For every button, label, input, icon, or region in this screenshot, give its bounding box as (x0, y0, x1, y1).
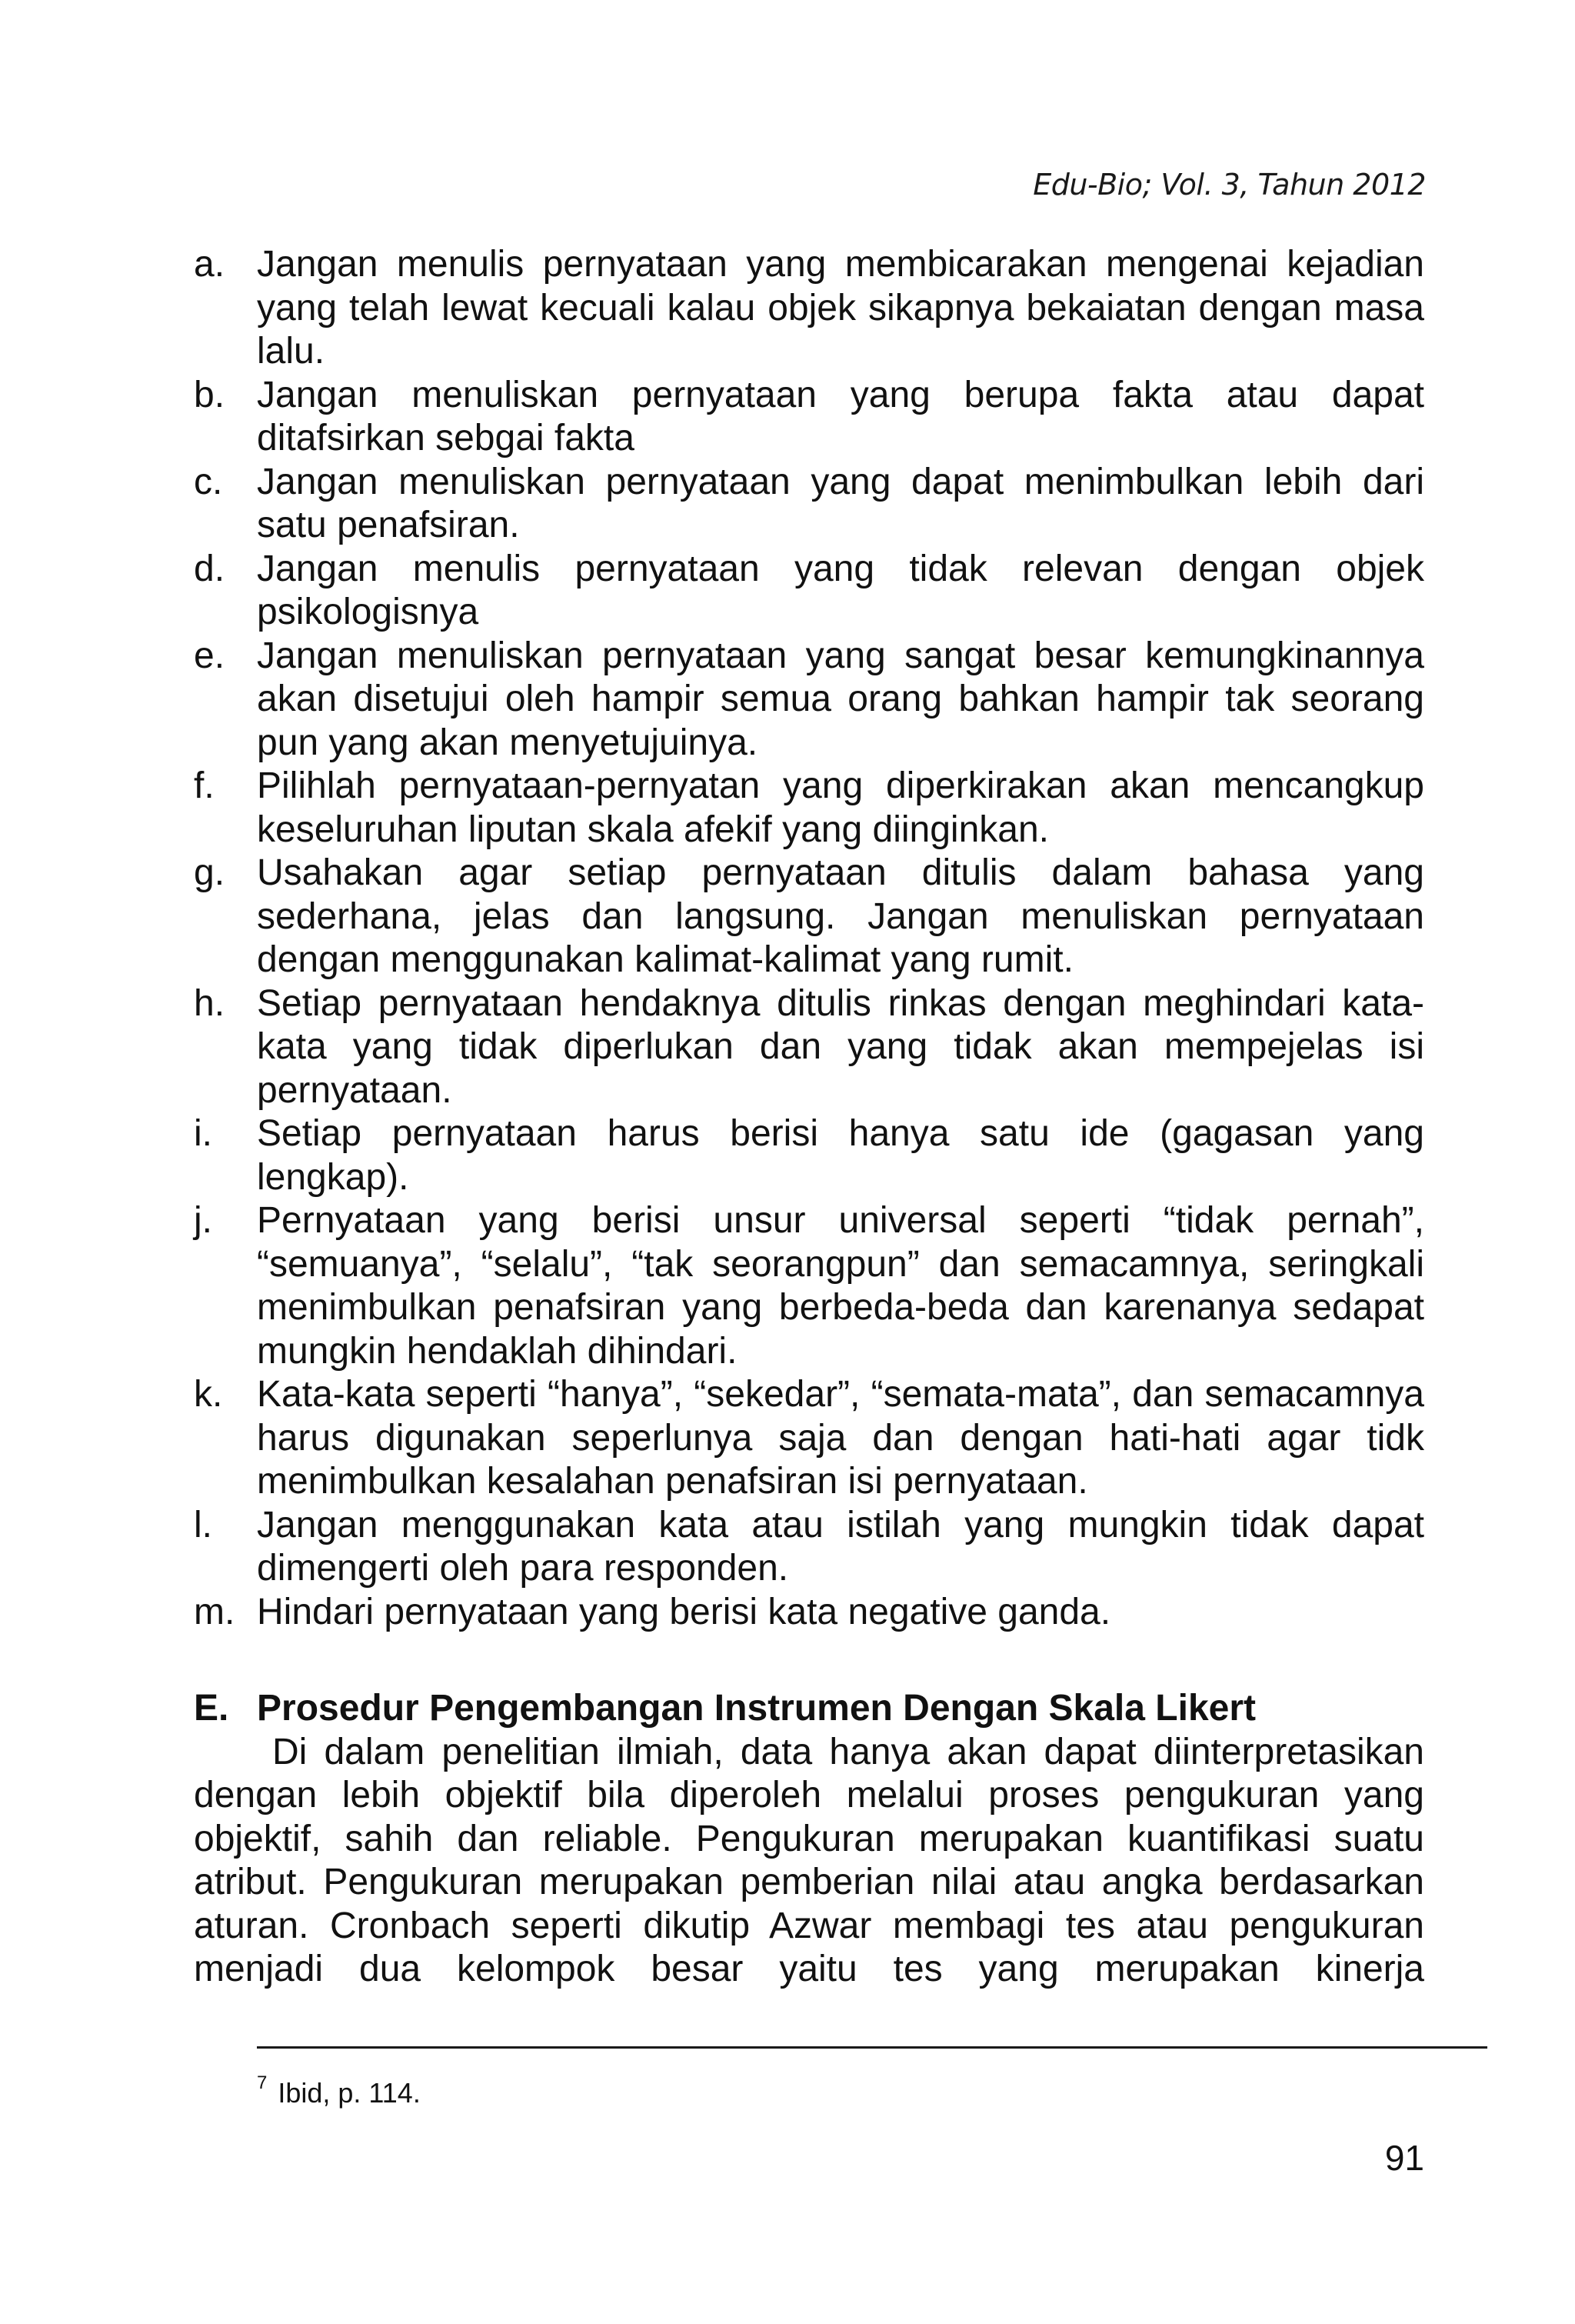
list-item (194, 243, 1424, 374)
list-item-text: Usahakan agar setiap pernyataan ditulis dalam bahasa yang sederhana, jelas dan langsung. Jangan menuliskan pernyataan dengan menggunakan kalimat-kalimat yang rumit. (257, 852, 1424, 980)
list-item (194, 982, 1424, 1113)
list-marker: k. (194, 1374, 223, 1415)
list-item-text: Pernyataan yang berisi unsur universal seperti “tidak pernah”, “semuanya”, “selalu”, “tak seorangpun” dan semacamnya, seringkali menimbulkan penafsiran yang berbeda-beda dan karenanya sedapat mungkin hendaklah dihindari. (257, 1200, 1424, 1372)
list-item (194, 1112, 1424, 1199)
list-item (194, 1504, 1424, 1591)
list-marker: i. (194, 1113, 212, 1154)
list-item-text: Kata-kata seperti “hanya”, “sekedar”, “semata-mata”, dan semacamnya harus digunakan seperlunya saja dan dengan hati-hati agar tidk menimbulkan kesalahan penafsiran isi pernyataan. (257, 1374, 1424, 1502)
list-marker: l. (194, 1504, 212, 1545)
guideline-list (194, 243, 1424, 1634)
footnote (257, 2066, 421, 2110)
list-item (194, 548, 1424, 635)
list-item-text: Setiap pernyataan hendaknya ditulis rinkas dengan meghindari kata-kata yang tidak diperlukan dan yang tidak akan mempejelas isi pernyataan. (257, 982, 1424, 1111)
section-heading (194, 1687, 1424, 1731)
list-item-text: Jangan menggunakan kata atau istilah yang mungkin tidak dapat dimengerti oleh para responden. (257, 1504, 1424, 1589)
list-marker: d. (194, 548, 225, 589)
list-item-text: Setiap pernyataan harus berisi hanya satu ide (gagasan yang lengkap). (257, 1113, 1424, 1198)
list-item-text: Jangan menuliskan pernyataan yang berupa fakta atau dapat ditafsirkan sebgai fakta (257, 374, 1424, 458)
list-item (194, 1373, 1424, 1504)
section-paragraph: Di dalam penelitian ilmiah, data hanya akan dapat diinterpretasikan dengan lebih objektif bila diperoleh melalui proses pengukuran yang objektif, sahih dan reliable. Pengukuran merupakan kuantifikasi suatu atribut. Pengukuran merupakan pemberian nilai atau angka berdasarkan aturan. Cronbach seperti dikutip Azwar membagi tes atau pengukuran menjadi dua kelompok besar yaitu tes yang merupakan kinerja (194, 1731, 1424, 1989)
footnote-text: Ibid, p. 114. (278, 2077, 421, 2109)
list-marker: a. (194, 244, 225, 285)
list-marker: h. (194, 982, 225, 1024)
list-item-text: Pilihlah pernyataan-pernyatan yang diperkirakan akan mencangkup keseluruhan liputan skala afekif yang diinginkan. (257, 765, 1424, 850)
section-title: Prosedur Pengembangan Instrumen Dengan Skala Likert (257, 1688, 1256, 1729)
list-marker: f. (194, 765, 215, 806)
list-item-text: Jangan menulis pernyataan yang membicarakan mengenai kejadian yang telah lewat kecuali kalau objek sikapnya bekaiatan dengan masa lalu. (257, 244, 1424, 372)
list-item-text: Jangan menuliskan pernyataan yang dapat menimbulkan lebih dari satu penafsiran. (257, 461, 1424, 545)
list-item (194, 635, 1424, 765)
list-item (194, 1199, 1424, 1373)
list-marker: c. (194, 461, 223, 502)
list-item-text: Jangan menulis pernyataan yang tidak relevan dengan objek psikologisnya (257, 548, 1424, 632)
footnote-number: 7 (257, 2072, 268, 2093)
section-number: E. (194, 1688, 229, 1729)
list-item (194, 765, 1424, 852)
list-item-text: Hindari pernyataan yang berisi kata negative ganda. (257, 1591, 1111, 1632)
page-number: 91 (1384, 2138, 1424, 2178)
list-marker: b. (194, 374, 225, 415)
list-item (194, 374, 1424, 461)
list-item (194, 461, 1424, 548)
list-marker: m. (194, 1591, 235, 1632)
list-marker: e. (194, 635, 225, 676)
running-head: Edu-Bio; Vol. 3, Tahun 2012 (1033, 168, 1426, 202)
footnote-divider (257, 2046, 1487, 2049)
list-marker: g. (194, 852, 225, 893)
section-e (194, 1687, 1424, 1992)
list-item-text: Jangan menuliskan pernyataan yang sangat besar kemungkinannya akan disetujui oleh hampir semua orang bahkan hampir tak seorang pun yang akan menyetujuinya. (257, 635, 1424, 763)
list-item (194, 1591, 1424, 1635)
list-marker: j. (194, 1200, 212, 1241)
list-item (194, 852, 1424, 982)
